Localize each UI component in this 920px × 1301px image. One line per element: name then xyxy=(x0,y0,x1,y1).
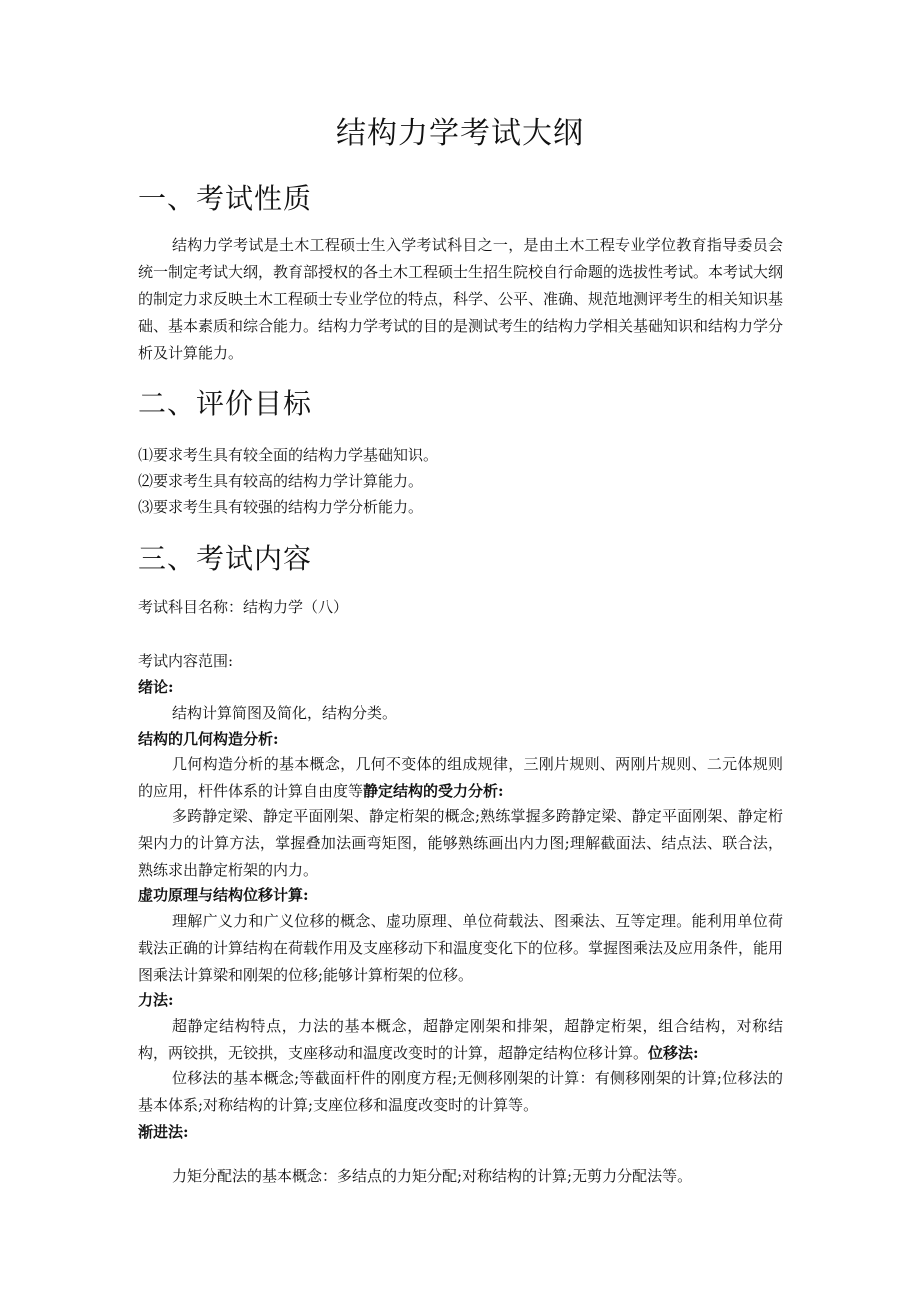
intro-body: 结构计算简图及简化，结构分类。 xyxy=(172,704,398,722)
document-title: 结构力学考试大纲 xyxy=(336,116,584,151)
evaluation-goal-item: ⑴要求考生具有较全面的结构力学基础知识。 xyxy=(138,446,439,464)
approximation-method-body: 力矩分配法的基本概念：多结点的力矩分配;对称结构的计算;无剪力分配法等。 xyxy=(172,1167,693,1185)
section-heading-exam-nature: 一、考试性质 xyxy=(138,182,313,215)
section-heading-evaluation-goals: 二、评价目标 xyxy=(138,387,313,420)
displacement-method-label: 位移法: xyxy=(648,1044,699,1062)
exam-scope-label: 考试内容范围: xyxy=(138,652,234,670)
section-heading-exam-content: 三、考试内容 xyxy=(138,542,313,575)
force-method-body xyxy=(138,1013,783,1067)
intro-label: 绪论: xyxy=(138,678,174,696)
evaluation-goal-item: ⑶要求考生具有较强的结构力学分析能力。 xyxy=(138,498,424,516)
force-method-text: 超静定结构特点，力法的基本概念，超静定刚架和排架，超静定桁架，组合结构，对称结构，两铰拱，无铰拱，支座移动和温度改变时的计算，超静定结构位移计算。 xyxy=(138,1017,783,1062)
geometric-analysis-text: 几何构造分析的基本概念，几何不变体的组成规律，三刚片规则、两刚片规则、二元体规则的应用，杆件体系的计算自由度等 xyxy=(138,755,783,800)
geometric-analysis-body xyxy=(138,751,783,805)
displacement-method-body: 位移法的基本概念;等截面杆件的刚度方程;无侧移刚架的计算：有侧移刚架的计算;位移法的基本体系;对称结构的计算;支座位移和温度改变时的计算等。 xyxy=(138,1069,783,1114)
virtual-work-label: 虚功原理与结构位移计算: xyxy=(138,886,309,904)
geometric-analysis-label: 结构的几何构造分析: xyxy=(138,730,279,748)
force-method-label: 力法: xyxy=(138,991,174,1009)
exam-subject-name: 考试科目名称：结构力学（八） xyxy=(138,598,349,616)
static-structure-label: 静定结构的受力分析: xyxy=(363,782,504,800)
evaluation-goal-item: ⑵要求考生具有较高的结构力学计算能力。 xyxy=(138,472,424,490)
exam-nature-paragraph: 结构力学考试是土木工程硕士生入学考试科目之一，是由土木工程专业学位教育指导委员会统一制定考试大纲，教育部授权的各土木工程硕士生招生院校自行命题的选拔性考试。本考试大纲的制定力求反映土木工程硕士专业学位的特点，科学、公平、准确、规范地测评考生的相关知识基础、基本素质和综合能力。结构力学考试的目的是测试考生的结构力学相关基础知识和结构力学分析及计算能力。 xyxy=(138,236,784,362)
approximation-method-label: 渐进法: xyxy=(138,1123,189,1141)
static-structure-body: 多跨静定梁、静定平面刚架、静定桁架的概念;熟练掌握多跨静定梁、静定平面刚架、静定桁架内力的计算方法，掌握叠加法画弯矩图，能够熟练画出内力图;理解截面法、结点法、联合法，熟练求出静定桁架的内力。 xyxy=(138,807,783,879)
virtual-work-body: 理解广义力和广义位移的概念、虚功原理、单位荷载法、图乘法、互等定理。能利用单位荷载法正确的计算结构在荷载作用及支座移动下和温度变化下的位移。掌握图乘法及应用条件，能用图乘法计算梁和刚架的位移;能够计算桁架的位移。 xyxy=(138,912,784,984)
